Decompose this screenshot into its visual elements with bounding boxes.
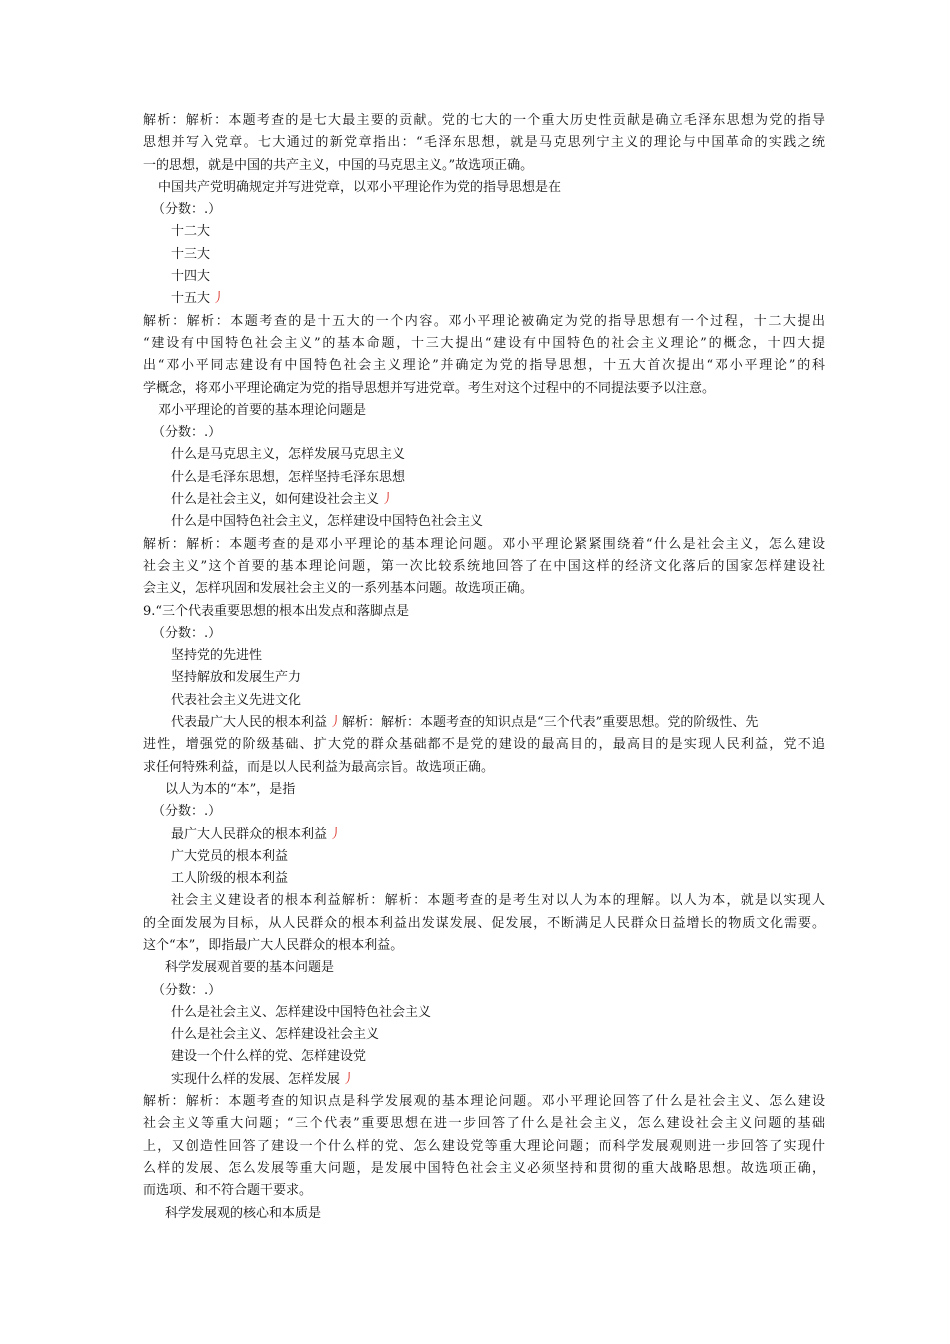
explanation-line: 一的思想，就是中国的共产主义，中国的马克思主义。”故选项正确。 xyxy=(143,157,534,173)
question-stem: 中国共产党明确规定并写进党章，以邓小平理论作为党的指导思想是在 xyxy=(158,179,562,195)
explanation-inline: 解析：解析：本题考查的知识点是“三个代表”重要思想。党的阶级性、先 xyxy=(342,715,759,731)
option-item: 十二大 xyxy=(171,224,211,240)
document-page xyxy=(143,110,825,1225)
explanation-line: 思想并写入党章。七大通过的新党章指出：“毛泽东思想，就是马克思列宁主义的理论与中国革命的实践之统 xyxy=(143,135,825,151)
explanation-line: 上，又创造性回答了建设一个什么样的党、怎么建设党等重大理论问题；而科学发展观则进一步回答了实现什 xyxy=(143,1138,825,1154)
option-item: 最广大人民群众的根本利益 丿 xyxy=(171,826,343,842)
answer-check-mark: 丿 xyxy=(212,291,226,307)
question-stem: 科学发展观首要的基本问题是 xyxy=(165,960,335,976)
option-item: 坚持党的先进性 xyxy=(171,648,263,664)
option-item: 工人阶级的根本利益 xyxy=(171,871,289,887)
option-item: 什么是马克思主义，怎样发展马克思主义 xyxy=(171,447,406,463)
score-label: （分数：.） xyxy=(152,425,222,441)
option-item: 广大党员的根本利益 xyxy=(171,848,289,864)
explanation-line: 社会主义”这个首要的基本理论问题，第一次比较系统地回答了在中国这样的经济文化落后的国家怎样建设社 xyxy=(143,558,825,574)
explanation-line: 这个“本”，即指最广大人民群众的根本利益。 xyxy=(143,937,404,953)
explanation-line: 解析：解析：本题考查的是邓小平理论的基本理论问题。邓小平理论紧紧围绕着“什么是社会主义，怎么建设 xyxy=(143,536,825,552)
option-item: 什么是社会主义、怎样建设中国特色社会主义 xyxy=(171,1004,432,1020)
option-item: 社会主义建设者的根本利益解析：解析：本题考查的是考生对以人为本的理解。以人为本，就是以实现人 xyxy=(171,893,825,909)
option-item: 建设一个什么样的党、怎样建设党 xyxy=(171,1049,367,1065)
answer-check-mark: 丿 xyxy=(381,492,395,508)
explanation-line: 进性，增强党的阶级基础、扩大党的群众基础都不是党的建设的最高目的，最高目的是实现人民利益，党不追 xyxy=(143,737,825,753)
explanation-line: 学概念，将邓小平理论确定为党的指导思想并写进党章。考生对这个过程中的不同提法要予以注意。 xyxy=(143,380,716,396)
option-item: 代表最广大人民的根本利益 丿解析：解析：本题考查的知识点是“三个代表”重要思想。党的阶级性、先 xyxy=(171,715,759,731)
answer-check-mark: 丿 xyxy=(342,1071,356,1087)
explanation-line: 解析：解析：本题考查的是七大最主要的贡献。党的七大的一个重大历史性贡献是确立毛泽东思想为党的指导 xyxy=(143,113,825,128)
explanation-line: 而选项、和不符合题干要求。 xyxy=(143,1183,313,1199)
option-item: 什么是毛泽东思想，怎样坚持毛泽东思想 xyxy=(171,469,406,485)
option-item: 什么是中国特色社会主义，怎样建设中国特色社会主义 xyxy=(171,514,484,530)
answer-check-mark: 丿 xyxy=(329,715,343,731)
question-stem: 科学发展观的核心和本质是 xyxy=(165,1205,322,1221)
option-item: 什么是社会主义，如何建设社会主义 丿 xyxy=(171,492,395,508)
explanation-line: 出“邓小平同志建设有中国特色社会主义理论”并确定为党的指导思想，十五大首次提出“邓小平理论”的科 xyxy=(143,358,825,374)
explanation-line: 解析：解析：本题考查的知识点是科学发展观的基本理论问题。邓小平理论回答了什么是社会主义、怎么建设 xyxy=(143,1094,825,1110)
score-label: （分数：.） xyxy=(152,982,222,998)
explanation-line: 求任何特殊利益，而是以人民利益为最高宗旨。故选项正确。 xyxy=(143,759,495,775)
question-stem: 邓小平理论的首要的基本理论问题是 xyxy=(158,402,367,418)
score-label: （分数：.） xyxy=(152,804,222,820)
explanation-line: 解析：解析：本题考查的是十五大的一个内容。邓小平理论被确定为党的指导思想有一个过程，十二大提出 xyxy=(143,313,825,329)
option-item: 十四大 xyxy=(171,269,211,285)
option-item: 坚持解放和发展生产力 xyxy=(171,670,302,686)
question-stem: 9.“三个代表重要思想的根本出发点和落脚点是 xyxy=(143,603,410,619)
option-item: 什么是社会主义、怎样建设社会主义 xyxy=(171,1027,380,1043)
option-item: 十五大 丿 xyxy=(171,291,226,307)
explanation-line: 的全面发展为目标，从人民群众的根本利益出发谋发展、促发展，不断满足人民群众日益增长的物质文化需要。 xyxy=(143,915,825,931)
explanation-line: “建设有中国特色社会主义”的基本命题，十三大提出“建设有中国特色的社会主义理论”的概念，十四大提 xyxy=(143,335,825,351)
explanation-line: 么样的发展、怎么发展等重大问题，是发展中国特色社会主义必须坚持和贯彻的重大战略思想。故选项正确， xyxy=(143,1160,825,1176)
question-stem: 以人为本的“本”，是指 xyxy=(165,781,296,797)
option-item: 十三大 xyxy=(171,246,211,262)
option-item: 代表社会主义先进文化 xyxy=(171,692,302,708)
answer-check-mark: 丿 xyxy=(329,826,343,842)
explanation-line: 会主义，怎样巩固和发展社会主义的一系列基本问题。故选项正确。 xyxy=(143,581,534,597)
score-label: （分数：.） xyxy=(152,202,222,218)
explanation-line: 社会主义等重大问题；“三个代表”重要思想在进一步回答了什么是社会主义，怎么建设社会主义问题的基础 xyxy=(143,1116,825,1132)
score-label: （分数：.） xyxy=(152,625,222,641)
option-item: 实现什么样的发展、怎样发展 丿 xyxy=(171,1071,356,1087)
